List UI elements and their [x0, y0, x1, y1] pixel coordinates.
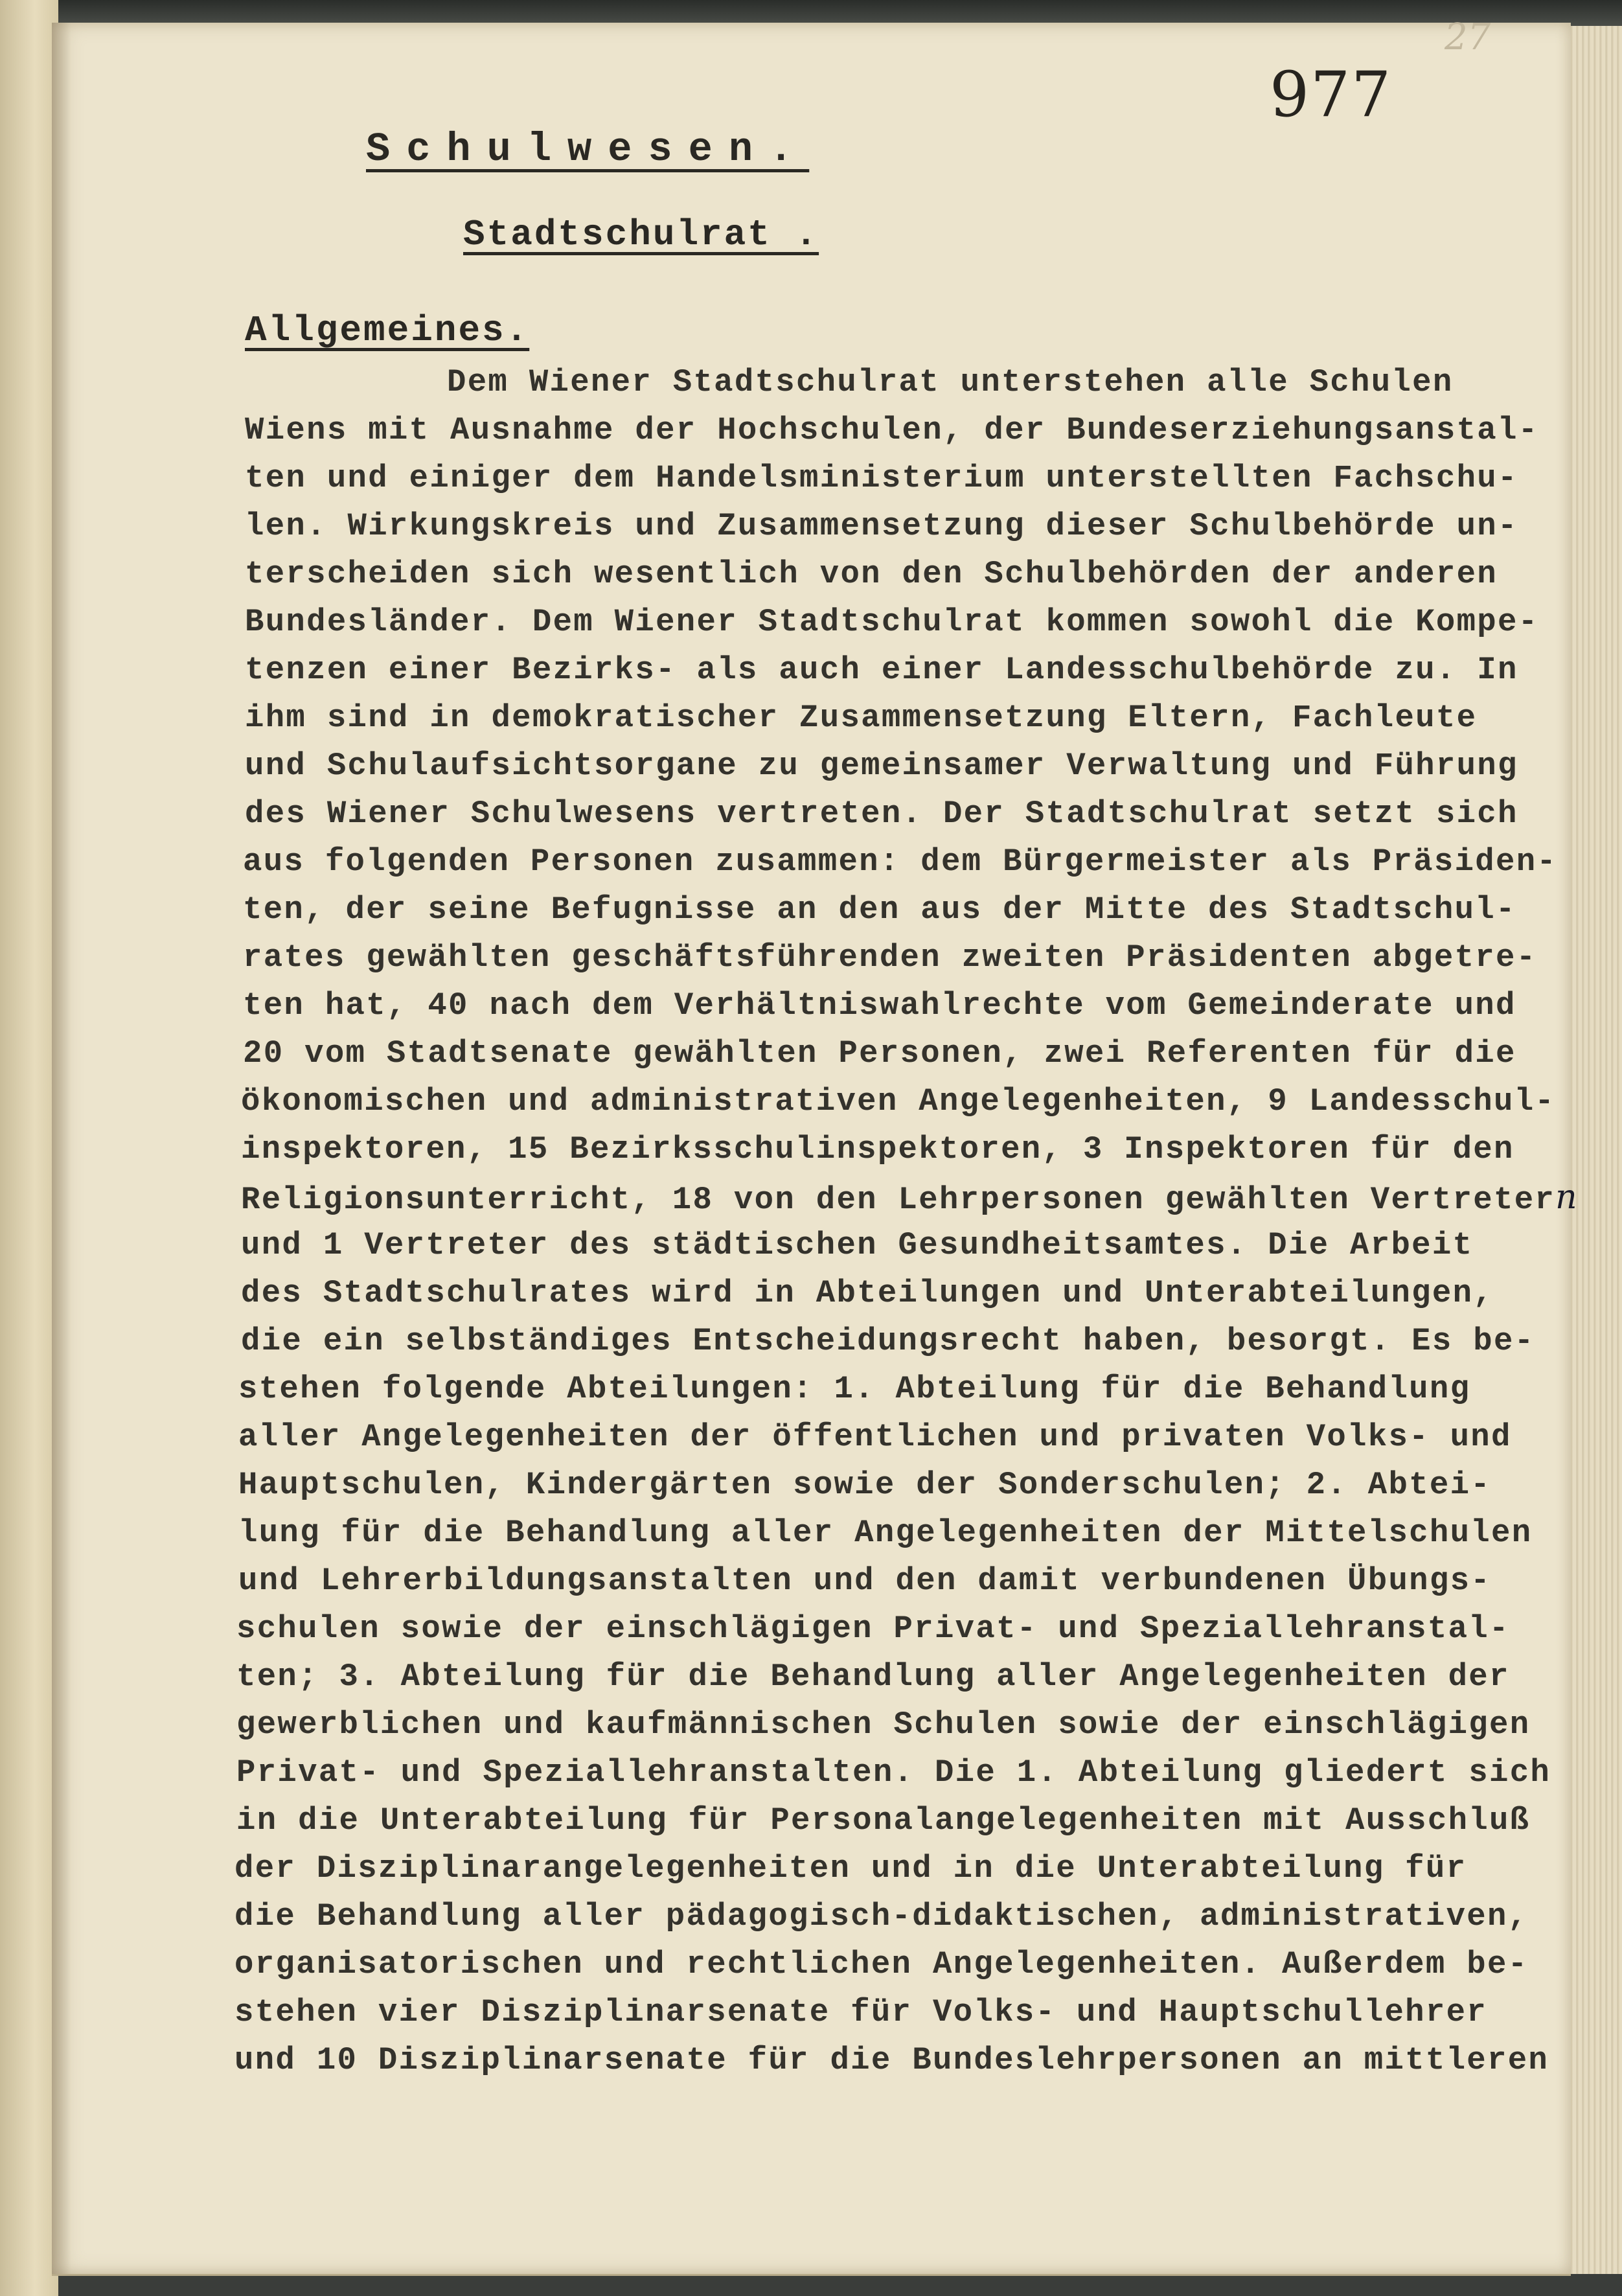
text-line: gewerblichen und kaufmännischen Schulen sowie der einschlägigen: [236, 1706, 1531, 1743]
text-line: Dem Wiener Stadtschulrat unterstehen alle Schulen: [447, 364, 1454, 400]
text-line: ten und einiger dem Handelsministerium unterstellten Fachschu-: [245, 460, 1518, 496]
text-line: terscheiden sich wesentlich von den Schulbehörden der anderen: [245, 556, 1498, 592]
text-line: und Lehrerbildungsanstalten und den damit verbundenen Übungs-: [238, 1563, 1491, 1599]
text-line: und 1 Vertreter des städtischen Gesundheitsamtes. Die Arbeit: [241, 1227, 1474, 1263]
text-line: lung für die Behandlung aller Angelegenheiten der Mittelschulen: [238, 1515, 1533, 1551]
text-line: und 10 Disziplinarsenate für die Bundeslehrpersonen an mittleren: [234, 2042, 1549, 2078]
text-line: organisatorischen und rechtlichen Angelegenheiten. Außerdem be-: [234, 1946, 1529, 1982]
text-line: 20 vom Stadtsenate gewählten Personen, zwei Referenten für die: [243, 1035, 1516, 1072]
text-line: ten, der seine Befugnisse an den aus der Mitte des Stadtschul-: [243, 891, 1516, 928]
text-line: und Schulaufsichtsorgane zu gemeinsamer Verwaltung und Führung: [245, 748, 1518, 784]
text-line: inspektoren, 15 Bezirksschulinspektoren, 3 Inspektoren für den: [241, 1131, 1514, 1167]
text-line: Bundesländer. Dem Wiener Stadtschulrat kommen sowohl die Kompe-: [245, 604, 1539, 640]
text-line: tenzen einer Bezirks- als auch einer Landesschulbehörde zu. In: [245, 652, 1518, 688]
text-line: Privat- und Speziallehranstalten. Die 1. Abteilung gliedert sich: [236, 1754, 1551, 1791]
text-line: die Behandlung aller pädagogisch-didaktischen, administrativen,: [234, 1898, 1529, 1934]
text-line: len. Wirkungskreis und Zusammensetzung dieser Schulbehörde un-: [245, 508, 1518, 544]
text-line: Hauptschulen, Kindergärten sowie der Sonderschulen; 2. Abtei-: [238, 1467, 1491, 1503]
text-line: aller Angelegenheiten der öffentlichen und privaten Volks- und: [238, 1419, 1512, 1455]
ghost-folio-number: 27: [1445, 16, 1491, 58]
text-line: Wiens mit Ausnahme der Hochschulen, der Bundeserziehungsanstal-: [245, 412, 1539, 448]
text-line: in die Unterabteilung für Personalangelegenheiten mit Ausschluß: [236, 1802, 1531, 1839]
text-line: aus folgenden Personen zusammen: dem Bürgermeister als Präsiden-: [243, 844, 1558, 880]
document-title: Schulwesen.: [366, 126, 810, 172]
text-line: [241, 1178, 1579, 1217]
text-line: der Disziplinarangelegenheiten und in die Unterabteilung für: [234, 1850, 1467, 1887]
document-subtitle: Stadtschulrat .: [463, 214, 819, 255]
text-line-content: Religionsunterricht, 18 von den Lehrpersonen gewählten Vertreter: [241, 1182, 1556, 1218]
text-line: ökonomischen und administrativen Angelegenheiten, 9 Landesschul-: [241, 1083, 1556, 1119]
text-line: stehen folgende Abteilungen: 1. Abteilung für die Behandlung: [238, 1371, 1471, 1407]
text-line: ten hat, 40 nach dem Verhältniswahlrechte vom Gemeinderate und: [243, 987, 1516, 1024]
handwritten-correction: n: [1555, 1178, 1579, 1217]
text-line: des Wiener Schulwesens vertreten. Der Stadtschulrat setzt sich: [245, 796, 1518, 832]
folio-number: 977: [1270, 58, 1393, 131]
text-line: rates gewählten geschäftsführenden zweiten Präsidenten abgetre-: [243, 939, 1537, 976]
text-line: die ein selbständiges Entscheidungsrecht haben, besorgt. Es be-: [241, 1323, 1535, 1359]
text-line: des Stadtschulrates wird in Abteilungen und Unterabteilungen,: [241, 1275, 1494, 1311]
text-line: ten; 3. Abteilung für die Behandlung aller Angelegenheiten der: [236, 1659, 1510, 1695]
section-heading: Allgemeines.: [245, 310, 530, 351]
text-line: ihm sind in demokratischer Zusammensetzung Eltern, Fachleute: [245, 700, 1478, 736]
text-line: stehen vier Disziplinarsenate für Volks- und Hauptschullehrer: [234, 1994, 1487, 2030]
text-line: schulen sowie der einschlägigen Privat- und Speziallehranstal-: [236, 1611, 1510, 1647]
